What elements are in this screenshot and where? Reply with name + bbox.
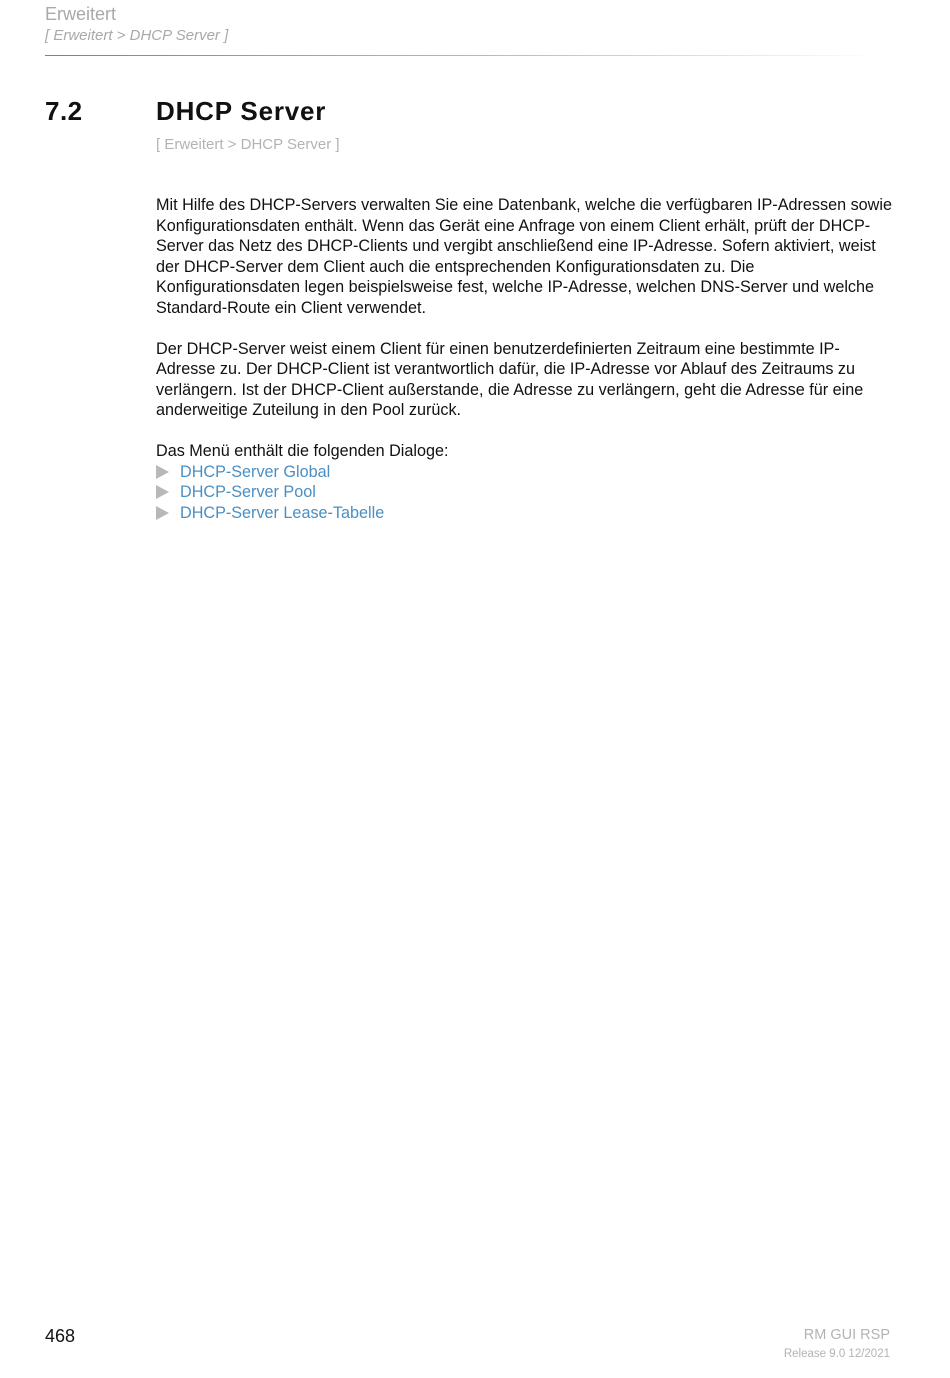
section-content — [156, 195, 896, 523]
link-dhcp-server-lease-tabelle[interactable]: DHCP-Server Lease-Tabelle — [180, 503, 385, 522]
menu-intro-text: Das Menü enthält die folgenden Dialoge: — [156, 442, 449, 460]
link-dhcp-server-global[interactable]: DHCP-Server Global — [180, 462, 331, 481]
triangle-bullet-icon — [156, 485, 169, 499]
section-number: 7.2 — [45, 96, 83, 126]
triangle-bullet-icon — [156, 506, 169, 520]
link-dhcp-server-pool[interactable]: DHCP-Server Pool — [180, 483, 316, 501]
list-item — [156, 482, 896, 503]
dialog-link-list — [156, 462, 896, 524]
header-divider — [45, 55, 880, 56]
triangle-bullet-icon — [156, 465, 169, 479]
running-header-breadcrumb: [ Erweitert > DHCP Server ] — [45, 27, 229, 44]
page-number: 468 — [45, 1326, 76, 1346]
running-header-title: Erweitert — [45, 4, 117, 24]
section-breadcrumb: [ Erweitert > DHCP Server ] — [156, 136, 340, 153]
section-title: DHCP Server — [156, 96, 327, 126]
body-paragraph-1: Mit Hilfe des DHCP-Servers verwalten Sie eine Datenbank, welche die verfügbaren IP-Adressen sowie Konfigurationsdaten enthält. Wenn das Gerät eine Anfrage von einem Client erhält, prüft der DHCP-Server das Netz des DHCP-Clients und vergibt anschließend eine IP-Adresse. Sofern aktiviert, weist der DHCP-Server dem Client auch die entsprechenden Konfigurationsdaten zu. Die Konfigurationsdaten legen beispielsweise fest, welche IP-Adresse, welchen DNS-Server und welche Standard-Route ein Client verwendet. — [156, 196, 892, 317]
body-paragraph-2: Der DHCP-Server weist einem Client für einen benutzerdefinierten Zeitraum eine bestimmte IP-Adresse zu. Der DHCP-Client ist verantwortlich dafür, die IP-Adresse vor Ablauf des Zeitraums zu verlängern. Ist der DHCP-Client außerstande, die Adresse zu verlängern, geht die Adresse für eine anderweitige Zuteilung in den Pool zurück. — [156, 339, 864, 419]
footer-release: Release 9.0 12/2021 — [783, 1348, 890, 1360]
footer-document-name: RM GUI RSP — [803, 1327, 890, 1343]
list-item — [156, 462, 896, 483]
running-header — [45, 3, 905, 46]
list-item — [156, 503, 896, 524]
